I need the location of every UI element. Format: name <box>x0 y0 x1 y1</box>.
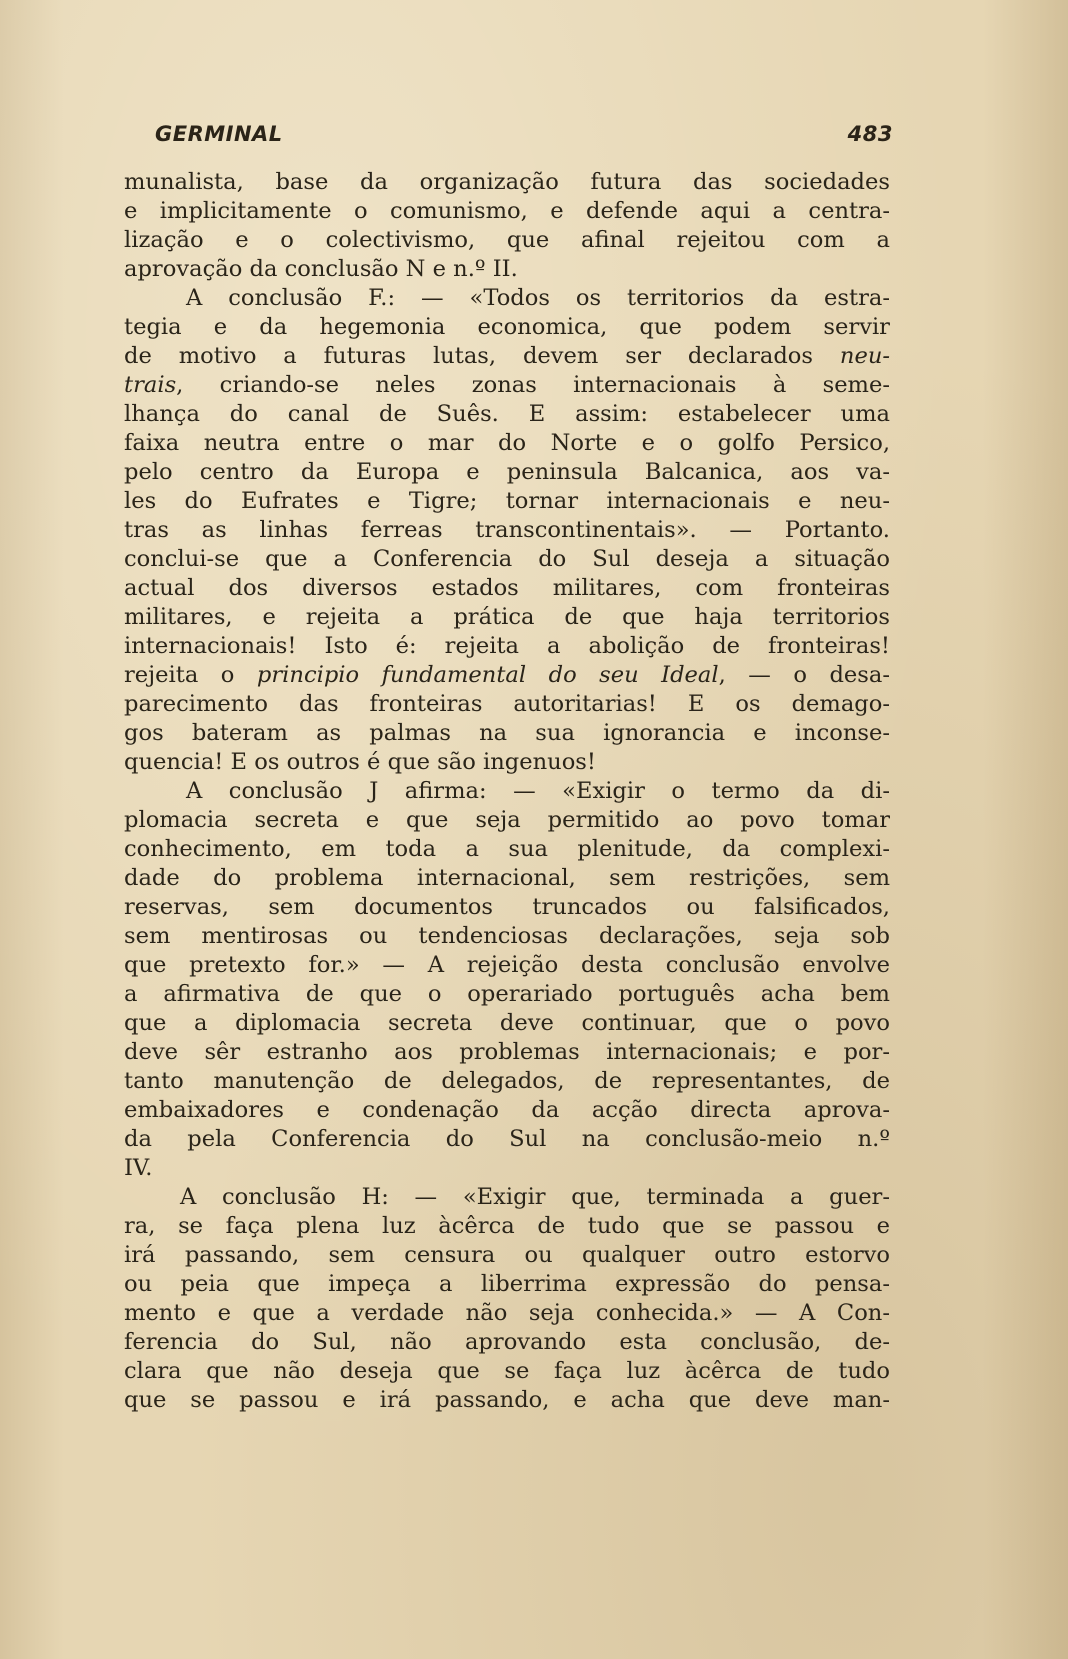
text-line: actual dos diversos estados militares, com fronteiras <box>124 575 890 601</box>
text-line: A conclusão J afirma: — «Exigir o termo da di- <box>186 778 890 804</box>
body-text <box>124 168 890 1415</box>
italic-text: principio fundamental do seu Ideal <box>256 662 719 688</box>
text-line: faixa neutra entre o mar do Norte e o golfo Persico, <box>124 430 890 456</box>
text-line: quencia! E os outros é que são ingenuos! <box>124 749 596 775</box>
text-line-mixed: rejeita o principio fundamental do seu Ideal, — o desa- <box>124 662 890 688</box>
text-line-mixed: trais, criando-se neles zonas internacionais à seme- <box>124 372 890 398</box>
text-line: tras as linhas ferreas transcontinentais». — Portanto. <box>124 517 890 543</box>
text-line: da pela Conferencia do Sul na conclusão-meio n.º <box>124 1126 890 1152</box>
text-line: tegia e da hegemonia economica, que podem servir <box>124 314 890 340</box>
text-line: lização e o colectivismo, que afinal rejeitou com a <box>124 227 890 253</box>
running-header <box>155 122 893 154</box>
text-line: pelo centro da Europa e peninsula Balcanica, aos va- <box>124 459 890 485</box>
text-line: deve sêr estranho aos problemas internacionais; e por- <box>124 1039 890 1065</box>
text-line: militares, e rejeita a prática de que haja territorios <box>124 604 890 630</box>
running-title: GERMINAL <box>155 122 283 146</box>
text-line: A conclusão H: — «Exigir que, terminada a guer- <box>180 1184 890 1210</box>
text-line: internacionais! Isto é: rejeita a abolição de fronteiras! <box>124 633 890 659</box>
text-line: IV. <box>124 1155 153 1181</box>
text-line: tanto manutenção de delegados, de representantes, de <box>124 1068 890 1094</box>
text-line: A conclusão F.: — «Todos os territorios da estra- <box>186 285 890 311</box>
text-line: lhança do canal de Suês. E assim: estabelecer uma <box>124 401 890 427</box>
text-line: conclui-se que a Conferencia do Sul deseja a situação <box>124 546 890 572</box>
text-line: ou peia que impeça a liberrima expressão do pensa- <box>124 1271 890 1297</box>
text-line: embaixadores e condenação da acção directa aprova- <box>124 1097 890 1123</box>
page-number: 483 <box>847 122 893 146</box>
text-line: que pretexto for.» — A rejeição desta conclusão envolve <box>124 952 890 978</box>
text-line: a afirmativa de que o operariado português acha bem <box>124 981 890 1007</box>
text-line: reservas, sem documentos truncados ou falsificados, <box>124 894 890 920</box>
text-line: ra, se faça plena luz àcêrca de tudo que se passou e <box>124 1213 890 1239</box>
text-line: conhecimento, em toda a sua plenitude, da complexi- <box>124 836 890 862</box>
text-line: e implicitamente o comunismo, e defende aqui a centra- <box>124 198 890 224</box>
text-line: dade do problema internacional, sem restrições, sem <box>124 865 890 891</box>
text-line: parecimento das fronteiras autoritarias! E os demago- <box>124 691 890 717</box>
italic-text: trais <box>124 372 177 398</box>
text-line: irá passando, sem censura ou qualquer outro estorvo <box>124 1242 890 1268</box>
text-line: les do Eufrates e Tigre; tornar internacionais e neu- <box>124 488 890 514</box>
text-line: clara que não deseja que se faça luz àcêrca de tudo <box>124 1358 890 1384</box>
text-line: munalista, base da organização futura das sociedades <box>124 169 890 195</box>
text-line: que se passou e irá passando, e acha que deve man- <box>124 1387 890 1413</box>
text-line: ferencia do Sul, não aprovando esta conclusão, de- <box>124 1329 890 1355</box>
text-line: gos bateram as palmas na sua ignorancia e inconse- <box>124 720 890 746</box>
text-line: aprovação da conclusão N e n.º II. <box>124 256 518 282</box>
text-line: mento e que a verdade não seja conhecida.» — A Con- <box>124 1300 890 1326</box>
text-line-mixed: de motivo a futuras lutas, devem ser declarados neu- <box>124 343 890 369</box>
italic-text: neu- <box>839 343 890 369</box>
text-line: plomacia secreta e que seja permitido ao povo tomar <box>124 807 890 833</box>
text-line: que a diplomacia secreta deve continuar, que o povo <box>124 1010 890 1036</box>
text-line: sem mentirosas ou tendenciosas declarações, seja sob <box>124 923 890 949</box>
